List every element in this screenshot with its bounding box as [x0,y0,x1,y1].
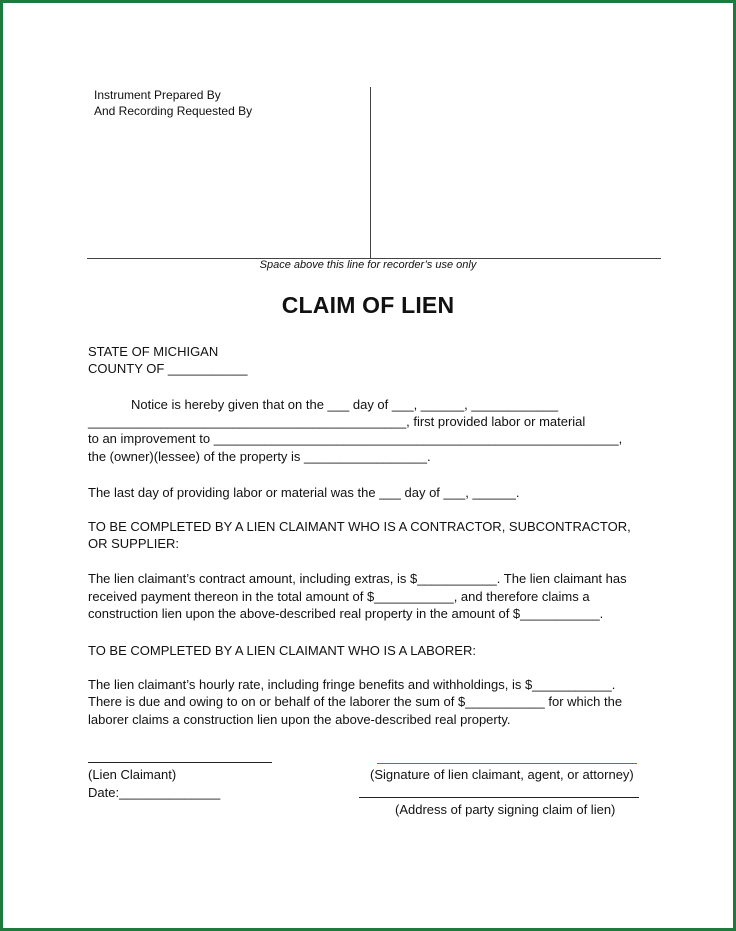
contractor-line-3: construction lien upon the above-described real property in the amount of $___________. [88,606,604,621]
recorder-box-divider [370,87,371,258]
address-line[interactable] [359,797,639,798]
recorder-note: Space above this line for recorder’s use only [259,259,477,271]
notice-line-2: ____________________________________________, first provided labor or material [88,414,586,429]
laborer-line-3: laborer claims a construction lien upon the above-described real property. [88,712,511,727]
notice-line-3: to an improvement to ________________________________________________________, [88,431,623,446]
contractor-line-1: The lien claimant’s contract amount, including extras, is $___________. The lien claimant has [88,571,627,586]
contractor-line-2: received payment thereon in the total amount of $___________, and therefore claims a [88,589,590,604]
prepared-by-label: Instrument Prepared By [94,88,221,102]
laborer-line-2: There is due and owing to on or behalf of the laborer the sum of $___________ for which the [88,694,623,709]
laborer-line-1: The lien claimant’s hourly rate, including fringe benefits and withholdings, is $___________. [88,677,616,692]
lien-claimant-signature-line[interactable] [88,762,272,763]
date-field[interactable]: Date:______________ [88,785,221,800]
contractor-heading-1: TO BE COMPLETED BY A LIEN CLAIMANT WHO IS A CONTRACTOR, SUBCONTRACTOR, [88,519,631,534]
address-label: (Address of party signing claim of lien) [395,802,616,817]
county-label: COUNTY OF ___________ [88,361,248,376]
notice-line-4: the (owner)(lessee) of the property is _________________. [88,449,431,464]
signature-line[interactable] [377,763,637,764]
signature-label: (Signature of lien claimant, agent, or attorney) [370,767,634,782]
state-label: STATE OF MICHIGAN [88,344,219,359]
notice-line-1: Notice is hereby given that on the ___ day of ___, ______, ____________ [131,397,559,412]
lien-claimant-label: (Lien Claimant) [88,767,177,782]
page-title: CLAIM OF LIEN [281,292,455,318]
laborer-heading: TO BE COMPLETED BY A LIEN CLAIMANT WHO IS A LABORER: [88,643,476,658]
contractor-heading-2: OR SUPPLIER: [88,536,180,551]
recording-requested-label: And Recording Requested By [94,104,253,118]
last-day-line: The last day of providing labor or material was the ___ day of ___, ______. [88,485,520,500]
